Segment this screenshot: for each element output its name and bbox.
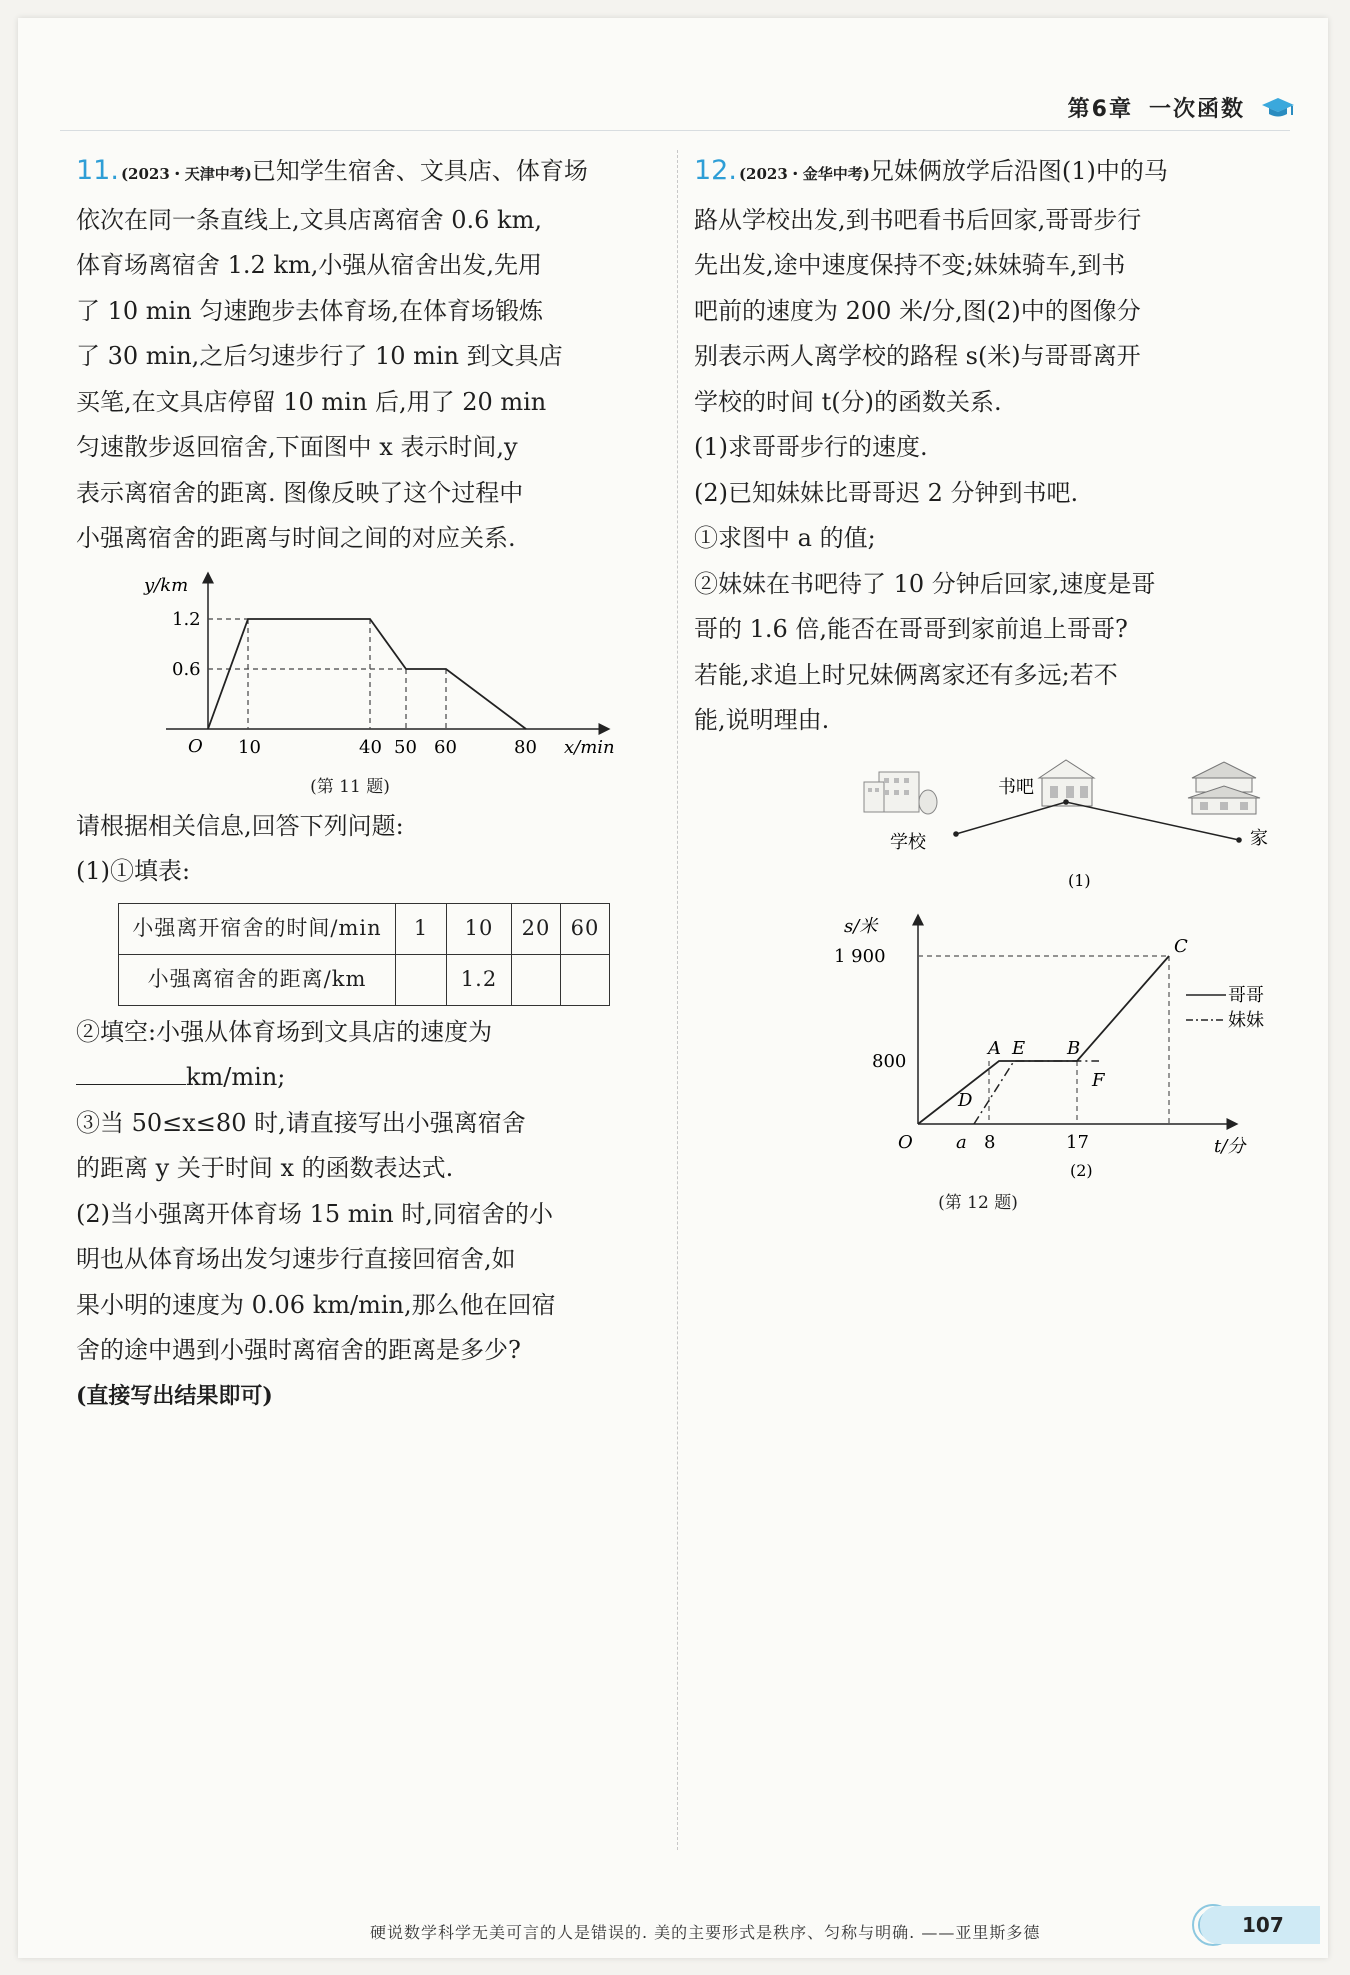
home-building-icon [1188, 762, 1260, 814]
q11-part2-note: (直接写出结果即可) [76, 1382, 273, 1409]
q11-xtick-3: 50 [394, 736, 417, 758]
table-row [119, 903, 610, 954]
school-building-icon [864, 772, 937, 814]
q12-line-3: 吧前的速度为 200 米/分,图(2)中的图像分 [694, 296, 1141, 325]
chapter-number: 第6章 [1067, 97, 1133, 122]
q12-graph [694, 900, 1282, 1190]
q12-question-1: (2)已知妹妹比哥哥迟 2 分钟到书吧. [694, 478, 1079, 507]
bookbar-building-icon [1039, 760, 1094, 806]
q12-line-4: 别表示两人离学校的路程 s(米)与哥哥离开 [694, 342, 1141, 370]
q11-part2-line-0: (2)当小强离开体育场 15 min 时,同宿舍的小 [76, 1199, 553, 1228]
q11-graph [76, 564, 636, 774]
table-cell: 1 [396, 903, 447, 954]
column-divider [677, 150, 678, 1850]
table-cell: 小强离开宿舍的时间/min [119, 903, 396, 954]
table-cell: 10 [447, 903, 512, 954]
q11-origin: O [188, 735, 203, 757]
question-11 [76, 148, 664, 1419]
q11-part2-line-2: 果小明的速度为 0.06 km/min,那么他在回宿 [76, 1290, 556, 1319]
q11-line-5: 买笔,在文具店停留 10 min 后,用了 20 min [76, 387, 547, 416]
graph-caption: (2) [1070, 1160, 1093, 1180]
q11-ytick-2: 0.6 [172, 658, 201, 680]
q11-number: 11. [76, 155, 119, 186]
table-cell: 60 [561, 903, 610, 954]
table-answer-cell[interactable] [561, 954, 610, 1005]
q11-line-6: 匀速散步返回宿舍,下面图中 x 表示时间,y [76, 433, 518, 461]
q11-source: (2023・天津中考) [120, 165, 252, 183]
table-cell: 小强离宿舍的距离/km [119, 954, 396, 1005]
q11-ytick-1: 1.2 [172, 608, 201, 630]
legend-sister: 妹妹 [1228, 1009, 1264, 1031]
q12-figure-caption: (第 12 题) [938, 1192, 1018, 1213]
footer-quote: 硬说数学科学无美可言的人是错误的. 美的主要形式是秩序、匀称与明确. ——亚里斯多德 [370, 1923, 1041, 1942]
q11-first-line [76, 148, 664, 198]
q11-line-3: 了 10 min 匀速跑步去体育场,在体育场锻炼 [76, 296, 543, 325]
q11-unit: km/min; [186, 1063, 286, 1091]
q11-line-8: 小强离宿舍的距离与时间之间的对应关系. [76, 524, 516, 552]
q12-xlabel: t/分 [1214, 1135, 1246, 1157]
q12-source: (2023・金华中考) [738, 165, 870, 183]
q12-ytick-2: 800 [872, 1050, 907, 1072]
q11-fill-table [118, 903, 610, 1006]
q11-part1-3a: ③当 50≤x≤80 时,请直接写出小强离宿舍 [76, 1108, 526, 1137]
q11-intro: 请根据相关信息,回答下列问题: [76, 811, 404, 840]
q12-ytick-1: 1 900 [834, 945, 886, 967]
q11-part2-line-3: 舍的途中遇到小强时离宿舍的距离是多少? [76, 1336, 521, 1364]
table-row [119, 954, 610, 1005]
point-E: E [1012, 1037, 1026, 1059]
q12-ylabel: s/米 [844, 915, 878, 937]
q11-xtick-4: 60 [434, 736, 457, 758]
q12-question-0: (1)求哥哥步行的速度. [694, 433, 928, 461]
q11-ylabel: y/km [144, 574, 189, 596]
q12-question-2: ①求图中 a 的值; [694, 524, 876, 552]
q11-xtick-1: 10 [238, 736, 261, 758]
map-label-bookbar: 书吧 [998, 776, 1034, 798]
q11-part1-label: (1)①填表: [76, 857, 191, 885]
q12-line-1: 路从学校出发,到书吧看书后回家,哥哥步行 [694, 205, 1142, 234]
q12-number: 12. [694, 155, 737, 186]
question-12 [694, 148, 1282, 1216]
q11-line-4: 了 30 min,之后匀速步行了 10 min 到文具店 [76, 342, 563, 370]
q11-xlabel: x/min [564, 736, 615, 758]
table-cell: 1.2 [447, 954, 512, 1005]
q12-first-line [694, 148, 1282, 198]
legend-brother: 哥哥 [1228, 984, 1264, 1006]
point-B: B [1067, 1037, 1081, 1059]
point-F: F [1092, 1069, 1105, 1091]
q12-line-5: 学校的时间 t(分)的函数关系. [694, 387, 1002, 416]
point-A: A [988, 1037, 1001, 1059]
q11-line-2: 体育场离宿舍 1.2 km,小强从宿舍出发,先用 [76, 251, 542, 279]
graduation-cap-icon [1261, 96, 1295, 120]
q12-line-0: 兄妹俩放学后沿图(1)中的马 [869, 157, 1168, 185]
table-cell: 20 [512, 903, 561, 954]
chapter-title: 一次函数 [1148, 97, 1245, 122]
q12-xtick-17: 17 [1066, 1131, 1089, 1153]
q12-question-5: 若能,求追上时兄妹俩离家还有多远;若不 [694, 660, 1118, 689]
q12-line-2: 先出发,途中速度保持不变;妹妹骑车,到书 [694, 251, 1126, 279]
q11-part2-line-1: 明也从体育场出发匀速步行直接回宿舍,如 [76, 1245, 516, 1273]
map-label-school: 学校 [890, 831, 926, 853]
map-caption: (1) [1068, 870, 1091, 890]
header-rule [60, 130, 1290, 131]
chapter-header [1068, 92, 1295, 123]
q11-part1-3b: 的距离 y 关于时间 x 的函数表达式. [76, 1154, 454, 1182]
q11-line-0: 已知学生宿舍、文具店、体育场 [251, 157, 588, 185]
q11-figure-caption: (第 11 题) [310, 776, 390, 797]
answer-blank[interactable] [76, 1058, 186, 1085]
q12-xtick-a: a [956, 1131, 967, 1153]
q11-line-1: 依次在同一条直线上,文具店离宿舍 0.6 km, [76, 205, 542, 234]
table-answer-cell[interactable] [396, 954, 447, 1005]
q12-question-4: 哥的 1.6 倍,能否在哥哥到家前追上哥哥? [694, 615, 1128, 643]
q11-part1-2: ②填空:小强从体育场到文具店的速度为 [76, 1017, 493, 1046]
q12-origin: O [898, 1131, 913, 1153]
q12-xtick-8: 8 [984, 1131, 996, 1153]
point-D: D [958, 1089, 973, 1111]
page-number: 107 [1200, 1906, 1320, 1944]
table-answer-cell[interactable] [512, 954, 561, 1005]
q11-xtick-2: 40 [359, 736, 382, 758]
q11-part1-2-answer [76, 1055, 664, 1101]
q12-question-6: 能,说明理由. [694, 706, 830, 734]
q12-question-3: ②妹妹在书吧待了 10 分钟后回家,速度是哥 [694, 569, 1156, 598]
q12-route-map [694, 750, 1282, 900]
map-label-home: 家 [1250, 827, 1268, 849]
q11-xtick-5: 80 [514, 736, 537, 758]
point-C: C [1174, 935, 1188, 957]
q11-line-7: 表示离宿舍的距离. 图像反映了这个过程中 [76, 478, 524, 507]
